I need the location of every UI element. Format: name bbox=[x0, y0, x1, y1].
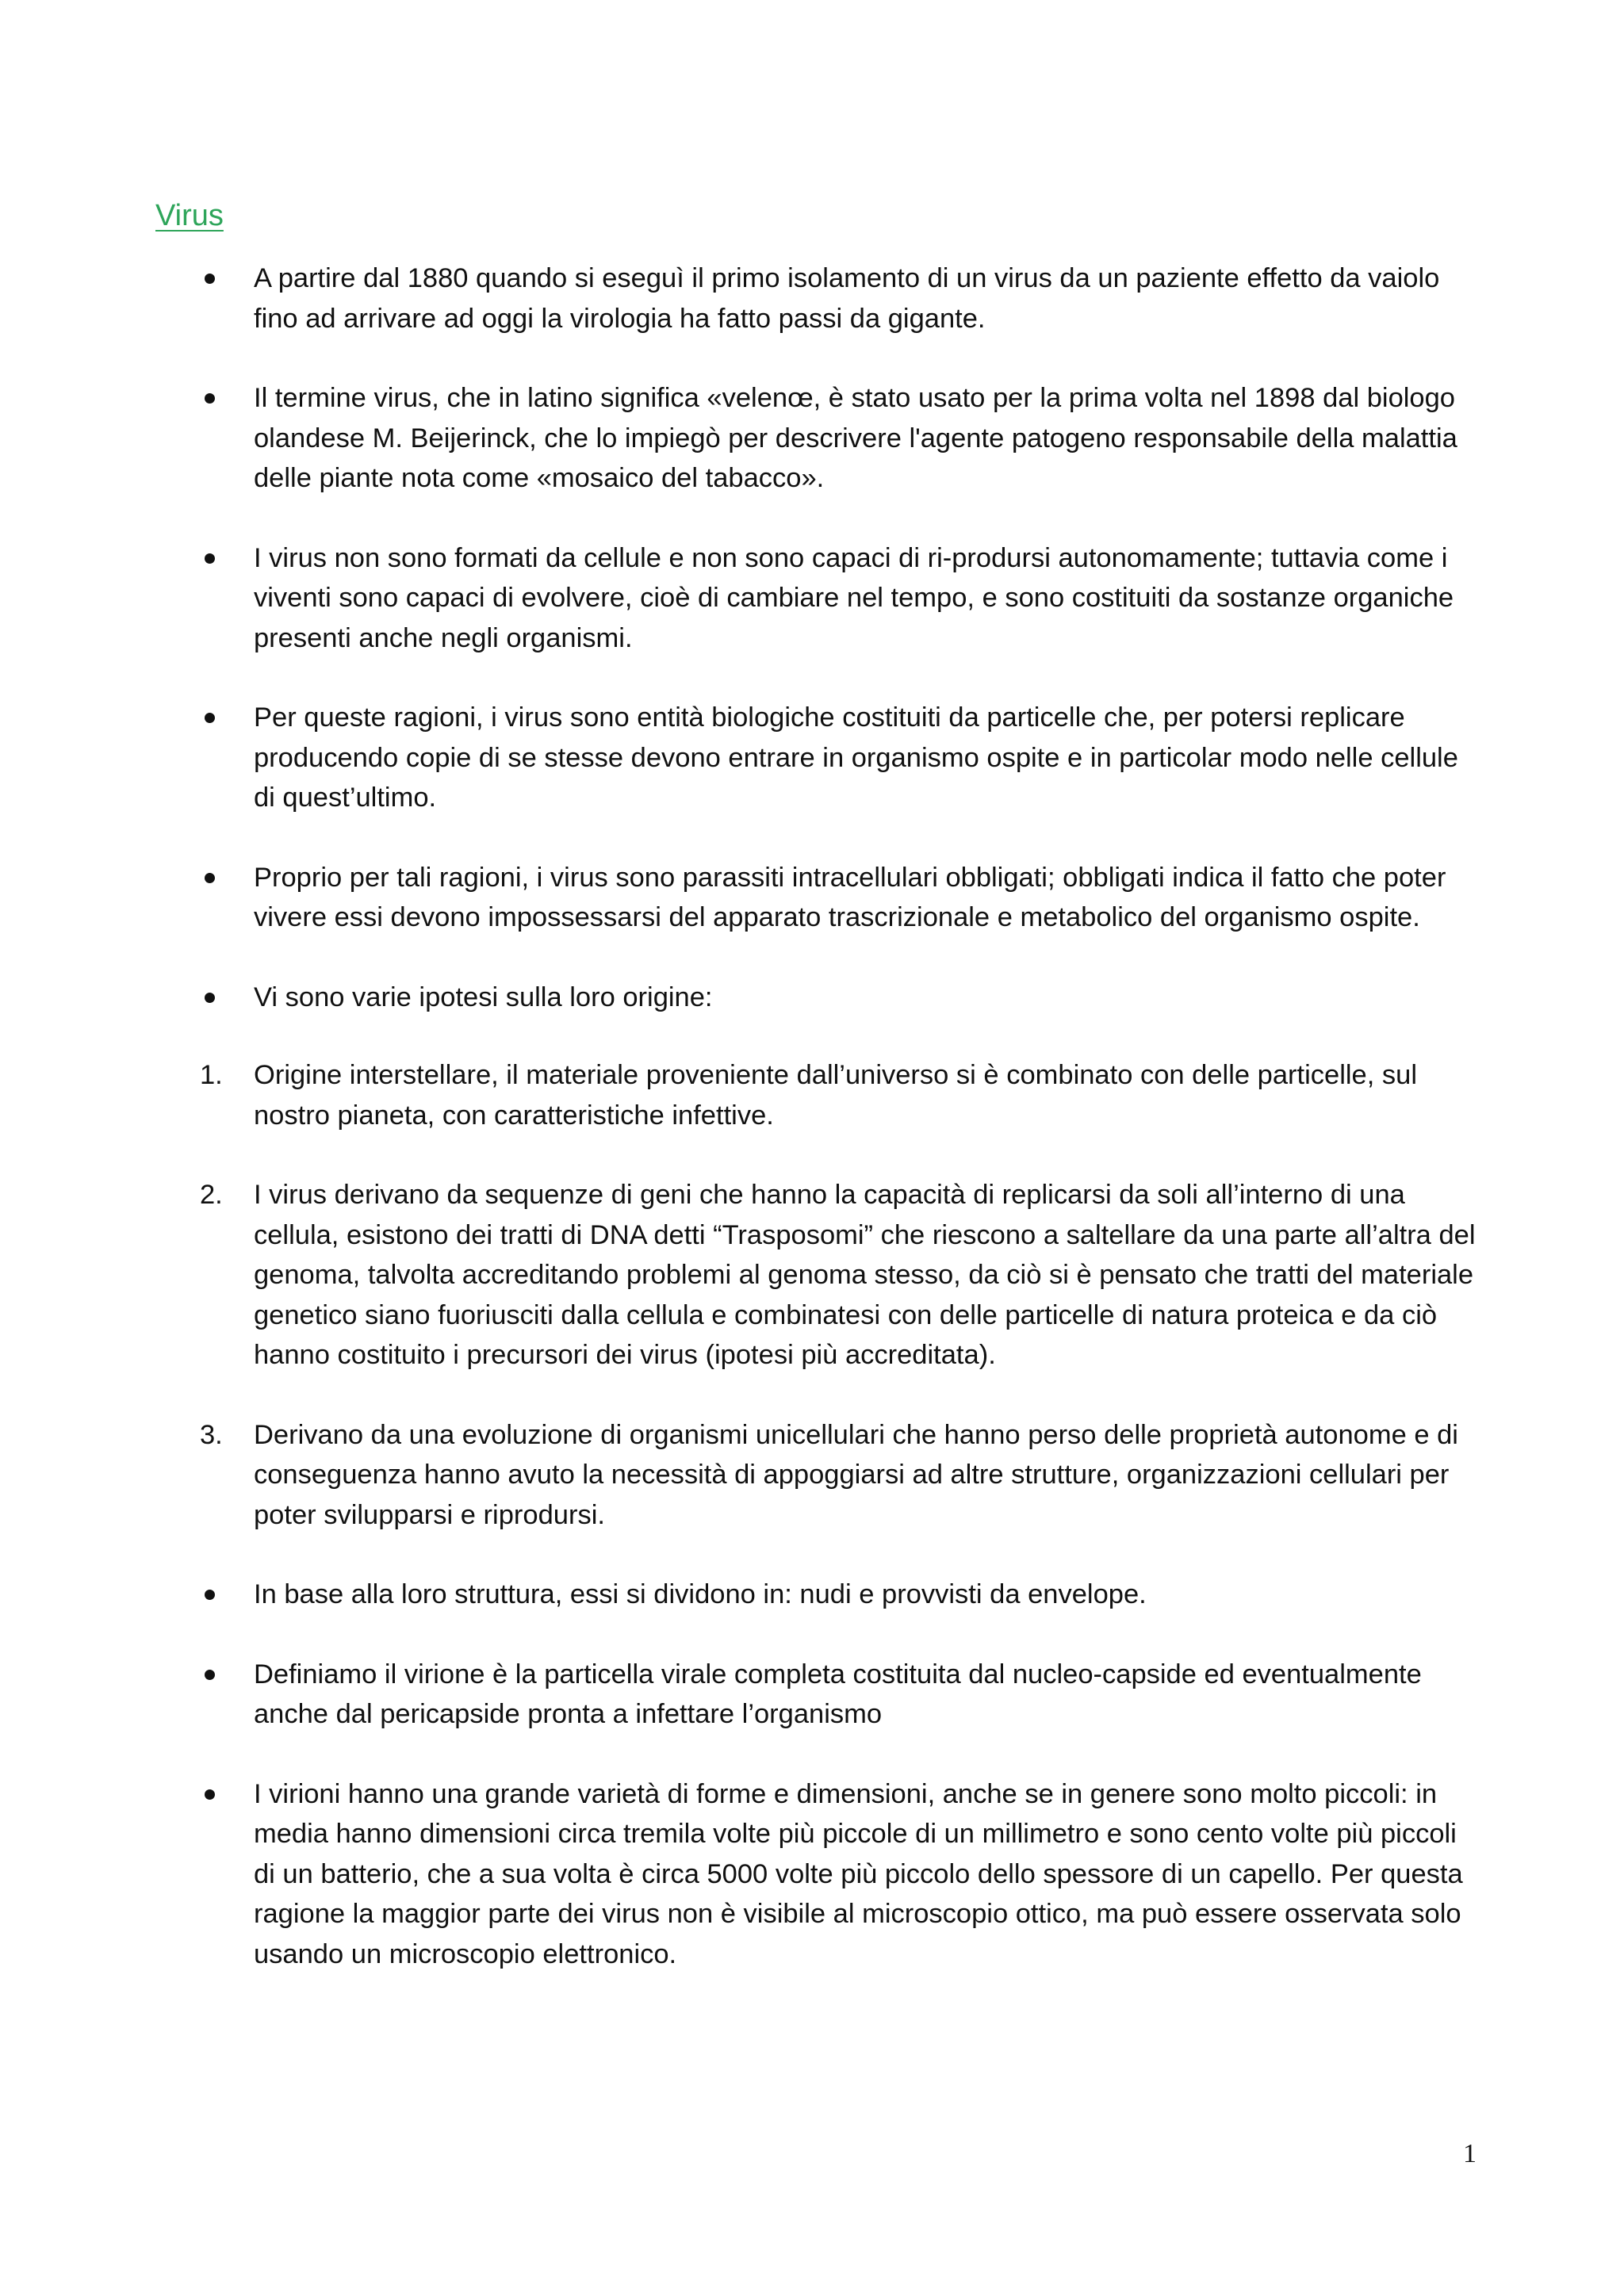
list-item-text: Il termine virus, che in latino significa «velenœ, è stato usato per la prima volta nel 1898 dal biologo olandese M. Beijerinck, che lo impiegò per descrivere l'agente patogeno responsabile della malattia delle piante nota come «mosaico del tabacco». bbox=[254, 383, 1457, 493]
list-item bbox=[200, 698, 1484, 818]
section-title: Virus bbox=[155, 199, 224, 232]
list-item bbox=[200, 1575, 1484, 1615]
list-item bbox=[200, 1774, 1484, 1975]
number-marker: 3. bbox=[200, 1419, 223, 1450]
numbered-item bbox=[200, 1175, 1484, 1376]
list-item-text: Proprio per tali ragioni, i virus sono parassiti intracellulari obbligati; obbligati indica il fatto che poter vivere essi devono impossessarsi del apparato trascrizionale e metabolico del organismo ospite. bbox=[254, 862, 1446, 932]
page-number: 1 bbox=[1463, 2139, 1477, 2168]
list-item bbox=[200, 858, 1484, 938]
list-item-text: Origine interstellare, il materiale proveniente dall’universo si è combinato con delle particelle, sul nostro pianeta, con caratteristiche infettive. bbox=[254, 1060, 1417, 1131]
number-marker: 2. bbox=[200, 1180, 223, 1210]
list-item-text: Definiamo il virione è la particella virale completa costituita dal nucleo-capside ed eventualmente anche dal pericapside pronta a infettare l’organismo bbox=[254, 1659, 1422, 1729]
list-item bbox=[200, 378, 1484, 499]
list-item bbox=[200, 978, 1484, 1018]
list-item-text: In base alla loro struttura, essi si dividono in: nudi e provvisti da envelope. bbox=[254, 1579, 1147, 1609]
number-marker: 1. bbox=[200, 1060, 223, 1090]
numbered-item bbox=[200, 1415, 1484, 1536]
list-item bbox=[200, 258, 1484, 339]
numbered-item bbox=[200, 1055, 1484, 1135]
list-item bbox=[200, 538, 1484, 659]
list-item bbox=[200, 1655, 1484, 1735]
list-item-text: I virioni hanno una grande varietà di forme e dimensioni, anche se in genere sono molto piccoli: in media hanno dimensioni circa tremila volte più piccole di un millimetro e sono cento volte più piccoli di un batterio, che a sua volta è circa 5000 volte più piccolo dello spessore di un capello. Per questa ragione la maggior parte dei virus non è visibile al microscopio ottico, ma può essere osservata solo usando un microscopio elettronico. bbox=[254, 1778, 1463, 1969]
list-item-text: I virus derivano da sequenze di geni che hanno la capacità di replicarsi da soli all’interno di una cellula, esistono dei tratti di DNA detti “Trasposomi” che riescono a saltellare da una parte all’altra del genoma, talvolta accreditando problemi al genoma stesso, da ciò si è pensato che tratti del materiale genetico siano fuoriusciti dalla cellula e combinatesi con delle particelle di natura proteica e da ciò hanno costituito i precursori dei virus (ipotesi più accreditata). bbox=[254, 1180, 1476, 1370]
list-item-text: A partire dal 1880 quando si eseguì il primo isolamento di un virus da un paziente effetto da vaiolo fino ad arrivare ad oggi la virologia ha fatto passi da gigante. bbox=[254, 263, 1440, 334]
list-item-text: I virus non sono formati da cellule e non sono capaci di ri-prodursi autonomamente; tuttavia come i viventi sono capaci di evolvere, cioè di cambiare nel tempo, e sono costituiti da sostanze organiche presenti anche negli organismi. bbox=[254, 542, 1454, 653]
list-item-text: Per queste ragioni, i virus sono entità biologiche costituiti da particelle che, per potersi replicare producendo copie di se stesse devono entrare in organismo ospite e in particolar modo nelle cellule di quest’ultimo. bbox=[254, 702, 1458, 813]
list-item-text: Derivano da una evoluzione di organismi unicellulari che hanno perso delle proprietà autonome e di conseguenza hanno avuto la necessità di appoggiarsi ad altre strutture, organizzazioni cellulari per poter svilupparsi e riprodursi. bbox=[254, 1419, 1458, 1530]
content-list bbox=[200, 258, 1484, 2014]
list-item-text: Vi sono varie ipotesi sulla loro origine: bbox=[254, 982, 713, 1012]
